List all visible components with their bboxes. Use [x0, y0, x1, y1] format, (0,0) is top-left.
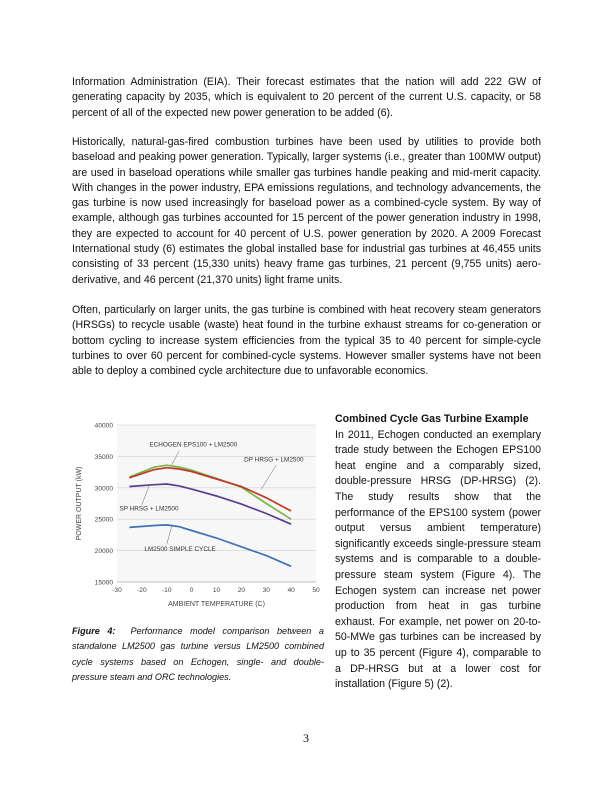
paragraph-gas-turbine-history: Historically, natural-gas-fired combustion turbines have been used by utilities to provide both baseload and peaking power generation. Typically, larger systems (i.e., greater than 100MW output) are used in baseload operations while smaller gas turbines handle peaking and mid-merit capacity. With changes in the power industry, EPA emissions regulations, and technology advancements, the gas turbine is now used increasingly for baseload power as a combined-cycle system. By way of example, although gas turbines accounted for 15 percent of the power generation industry in 1998, they are expected to account for 40 percent of U.S. power generation by 2020. A 2009 Forecast International study (6) estimates the global installed base for industrial gas turbines at 46,455 units consisting of 33 percent (15,330 units) heavy frame gas turbines, 21 percent (9,755 units) aero-derivative, and 46 percent (21,370 units) light frame units. [72, 136, 541, 286]
x-axis-label: AMBIENT TEMPERATURE (C) [168, 601, 265, 608]
x-tick-label: -30 [112, 587, 122, 594]
series-label: ECHOGEN EPS100 + LM2500 [149, 441, 238, 449]
plot-area [117, 425, 316, 582]
paragraph-hrsg: Often, particularly on larger units, the gas turbine is combined with heat recovery steam generators (HRSGs) to recycle usable (waste) heat found in the turbine exhaust streams for co-generation or bottom cycling to increase system efficiencies from the typical 35 to 40 percent for simple-cycle turbines to over 60 percent for combined-cycle systems. However smaller systems have not been able to deploy a combined cycle architecture due to unfavorable economics. [72, 304, 541, 378]
section-text: In 2011, Echogen conducted an exemplary trade study between the Echogen EPS100 heat engine and a comparably sized, double-pressure HRSG (DP-HRSG) (2). The study results show that the performance of the EPS100 system (power output versus ambient temperature) significantly exceeds single-pressure steam systems and is comparable to a double-pressure steam system (Figure 4). The Echogen system can increase net power production from heat in gas turbine exhaust. For example, net power on 20-to-50-MWe gas turbines can be increased by up to 35 percent (Figure 4), comparable to a DP-HRSG but at a lower cost for installation (Figure 5) (2). [335, 428, 541, 691]
x-tick-label: 50 [312, 587, 320, 594]
y-axis-label: POWER OUTPUT (kW) [76, 466, 83, 541]
x-tick-label: 30 [262, 587, 270, 594]
caption-label: Figure 4: [72, 626, 116, 636]
page-number: 3 [303, 731, 309, 745]
x-tick-label: -20 [137, 587, 147, 594]
series-label: SP HRSG + LM2500 [119, 505, 179, 513]
x-tick-label: 20 [237, 587, 246, 594]
figure-4-chart [72, 413, 324, 613]
y-tick-label: 35000 [94, 453, 113, 461]
x-tick-label: 40 [287, 587, 295, 594]
y-tick-label: 20000 [94, 548, 113, 556]
y-tick-label: 25000 [94, 516, 113, 524]
y-tick-label: 15000 [94, 579, 113, 587]
combined-cycle-example [335, 412, 541, 693]
x-tick-label: -10 [161, 587, 172, 594]
x-tick-label: 10 [212, 587, 221, 594]
y-tick-label: 40000 [94, 422, 113, 430]
performance-chart [72, 413, 324, 613]
x-tick-label: 0 [189, 587, 194, 594]
series-label: LM2500 SIMPLE CYCLE [144, 546, 216, 554]
figure-4-caption [72, 624, 324, 685]
series-label: DP HRSG + LM2500 [244, 456, 304, 464]
section-heading: Combined Cycle Gas Turbine Example [335, 413, 529, 425]
y-tick-label: 30000 [94, 485, 113, 493]
paragraph-eia-forecast: Information Administration (EIA). Their forecast estimates that the nation will add 222 GW of generating capacity by 2035, which is equivalent to 20 percent of the current U.S. capacity, or 58 percent of all of the expected new power generation to be added (6). [72, 76, 541, 119]
caption-text: Performance model comparison between a standalone LM2500 gas turbine versus LM2500 combined cycle systems based on Echogen, single- and double-pressure steam and ORC technologies. [72, 626, 324, 682]
